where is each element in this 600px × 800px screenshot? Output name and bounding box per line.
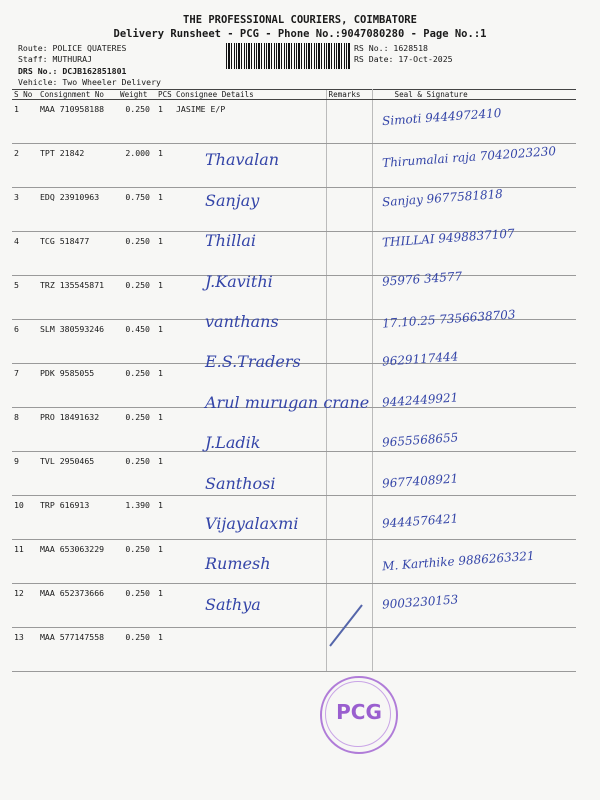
cell-consignment: TRP 616913 bbox=[38, 496, 118, 540]
cell-sno: 13 bbox=[12, 628, 38, 672]
vehicle-label: Vehicle: Two Wheeler Delivery bbox=[18, 77, 161, 87]
cell-pcs: 1 bbox=[156, 320, 174, 364]
cell-pcs: 1 bbox=[156, 584, 174, 628]
handwritten-consignee: Sathya bbox=[205, 594, 261, 614]
cell-signature bbox=[372, 628, 576, 672]
cell-pcs: 1 bbox=[156, 628, 174, 672]
handwritten-signature: Simoti 9444972410 bbox=[381, 105, 502, 129]
cell-consignment: TPT 21842 bbox=[38, 144, 118, 188]
cell-remarks bbox=[326, 628, 372, 672]
cell-weight: 0.250 bbox=[118, 584, 156, 628]
runsheet-table bbox=[12, 89, 576, 672]
handwritten-consignee: J.Kavithi bbox=[205, 271, 273, 291]
cell-sno: 2 bbox=[12, 144, 38, 188]
cell-pcs: 1 bbox=[156, 540, 174, 584]
handwritten-signature: 9003230153 bbox=[381, 592, 459, 612]
col-signature: Seal & Signature bbox=[372, 90, 576, 100]
cell-consignment: MAA 653063229 bbox=[38, 540, 118, 584]
cell-pcs: 1 bbox=[156, 144, 174, 188]
cell-remarks bbox=[326, 100, 372, 144]
cell-weight: 2.000 bbox=[118, 144, 156, 188]
cell-consignment: MAA 577147558 bbox=[38, 628, 118, 672]
col-weight: Weight bbox=[118, 90, 156, 100]
company-title: THE PROFESSIONAL COURIERS, COIMBATORE bbox=[183, 14, 417, 26]
cell-pcs: 1 bbox=[156, 496, 174, 540]
cell-consignment: PDK 9585055 bbox=[38, 364, 118, 408]
cell-weight: 1.390 bbox=[118, 496, 156, 540]
handwritten-consignee: Sanjay bbox=[205, 190, 260, 210]
handwritten-signature: 9442449921 bbox=[381, 390, 459, 410]
cell-pcs: 1 bbox=[156, 232, 174, 276]
handwritten-consignee: J.Ladik bbox=[205, 433, 261, 453]
cell-sno: 5 bbox=[12, 276, 38, 320]
handwritten-signature: 9629117444 bbox=[381, 349, 459, 370]
handwritten-consignee: E.S.Traders bbox=[205, 352, 301, 372]
handwritten-consignee: Santhosi bbox=[205, 473, 276, 493]
cell-weight: 0.250 bbox=[118, 452, 156, 496]
cell-weight: 0.250 bbox=[118, 540, 156, 584]
cell-consignment: PRO 18491632 bbox=[38, 408, 118, 452]
handwritten-signature: THILLAI 9498837107 bbox=[381, 226, 516, 250]
table-row bbox=[12, 408, 576, 452]
table-row bbox=[12, 584, 576, 628]
handwritten-signature: Sanjay 9677581818 bbox=[381, 186, 504, 209]
cell-consignment: TCG 518477 bbox=[38, 232, 118, 276]
handwritten-consignee: Rumesh bbox=[205, 554, 271, 574]
cell-remarks bbox=[326, 540, 372, 584]
cell-pcs: 1 bbox=[156, 364, 174, 408]
handwritten-consignee: Arul murugan crane bbox=[205, 392, 370, 412]
cell-weight: 0.250 bbox=[118, 232, 156, 276]
barcode-icon bbox=[226, 43, 350, 69]
cell-pcs: 1 bbox=[156, 188, 174, 232]
rs-date: RS Date: 17-Oct-2025 bbox=[354, 54, 453, 64]
cell-consignment: MAA 710958188 bbox=[38, 100, 118, 144]
cell-weight: 0.250 bbox=[118, 100, 156, 144]
cell-sno: 9 bbox=[12, 452, 38, 496]
handwritten-consignee: Vijayalaxmi bbox=[205, 514, 299, 533]
handwritten-consignee: vanthans bbox=[205, 312, 279, 331]
cell-sno: 3 bbox=[12, 188, 38, 232]
handwritten-consignee: Thillai bbox=[205, 231, 256, 251]
cell-weight: 0.250 bbox=[118, 364, 156, 408]
table-row bbox=[12, 452, 576, 496]
cell-consignee: JASIME E/P bbox=[174, 100, 326, 144]
cell-weight: 0.450 bbox=[118, 320, 156, 364]
cell-sno: 6 bbox=[12, 320, 38, 364]
col-remarks: Remarks bbox=[326, 90, 372, 100]
cell-sno: 12 bbox=[12, 584, 38, 628]
cell-pcs: 1 bbox=[156, 100, 174, 144]
cell-consignment: EDQ 23910963 bbox=[38, 188, 118, 232]
cell-remarks bbox=[326, 232, 372, 276]
cell-pcs: 1 bbox=[156, 452, 174, 496]
cell-consignment: SLM 380593246 bbox=[38, 320, 118, 364]
col-sno: S No bbox=[12, 90, 38, 100]
table-header-row bbox=[12, 90, 576, 100]
cell-sno: 11 bbox=[12, 540, 38, 584]
cell-pcs: 1 bbox=[156, 276, 174, 320]
stamp-text: PCG bbox=[336, 700, 382, 724]
cell-consignee bbox=[174, 628, 326, 672]
cell-remarks bbox=[326, 276, 372, 320]
handwritten-signature: 95976 34577 bbox=[381, 268, 463, 289]
table-row bbox=[12, 628, 576, 672]
cell-remarks bbox=[326, 496, 372, 540]
drs-number: DRS No.: DCJB162851801 bbox=[18, 66, 127, 76]
route-label: Route: POLICE QUATERES bbox=[18, 43, 127, 53]
rs-number: RS No.: 1628518 bbox=[354, 43, 428, 53]
cell-pcs: 1 bbox=[156, 408, 174, 452]
cell-weight: 0.750 bbox=[118, 188, 156, 232]
col-pcs: PCS bbox=[156, 90, 174, 100]
col-consignment: Consignment No bbox=[38, 90, 118, 100]
pcg-stamp bbox=[320, 676, 398, 754]
cell-sno: 8 bbox=[12, 408, 38, 452]
runsheet-subtitle: Delivery Runsheet - PCG - Phone No.:9047080280 - Page No.:1 bbox=[113, 28, 487, 40]
handwritten-signature: 9677408921 bbox=[381, 470, 459, 491]
handwritten-signature: 9655568655 bbox=[381, 430, 459, 450]
cell-sno: 4 bbox=[12, 232, 38, 276]
cell-remarks bbox=[326, 320, 372, 364]
cell-weight: 0.250 bbox=[118, 628, 156, 672]
cell-remarks bbox=[326, 452, 372, 496]
cell-consignment: TVL 2950465 bbox=[38, 452, 118, 496]
handwritten-signature: 9444576421 bbox=[381, 511, 459, 531]
cell-consignment: MAA 652373666 bbox=[38, 584, 118, 628]
cell-sno: 1 bbox=[12, 100, 38, 144]
cell-consignment: TRZ 135545871 bbox=[38, 276, 118, 320]
cell-remarks bbox=[326, 144, 372, 188]
cell-weight: 0.250 bbox=[118, 408, 156, 452]
cell-sno: 10 bbox=[12, 496, 38, 540]
staff-label: Staff: MUTHURAJ bbox=[18, 54, 92, 64]
handwritten-consignee: Thavalan bbox=[205, 150, 280, 170]
col-consignee: Consignee Details bbox=[174, 90, 326, 100]
handwritten-signature: 17.10.25 7356638703 bbox=[381, 307, 516, 331]
handwritten-signature: Thirumalai raja 7042023230 bbox=[381, 144, 557, 171]
cell-weight: 0.250 bbox=[118, 276, 156, 320]
cell-sno: 7 bbox=[12, 364, 38, 408]
handwritten-signature: M. Karthike 9886263321 bbox=[381, 549, 536, 574]
cell-remarks bbox=[326, 408, 372, 452]
cell-remarks bbox=[326, 188, 372, 232]
